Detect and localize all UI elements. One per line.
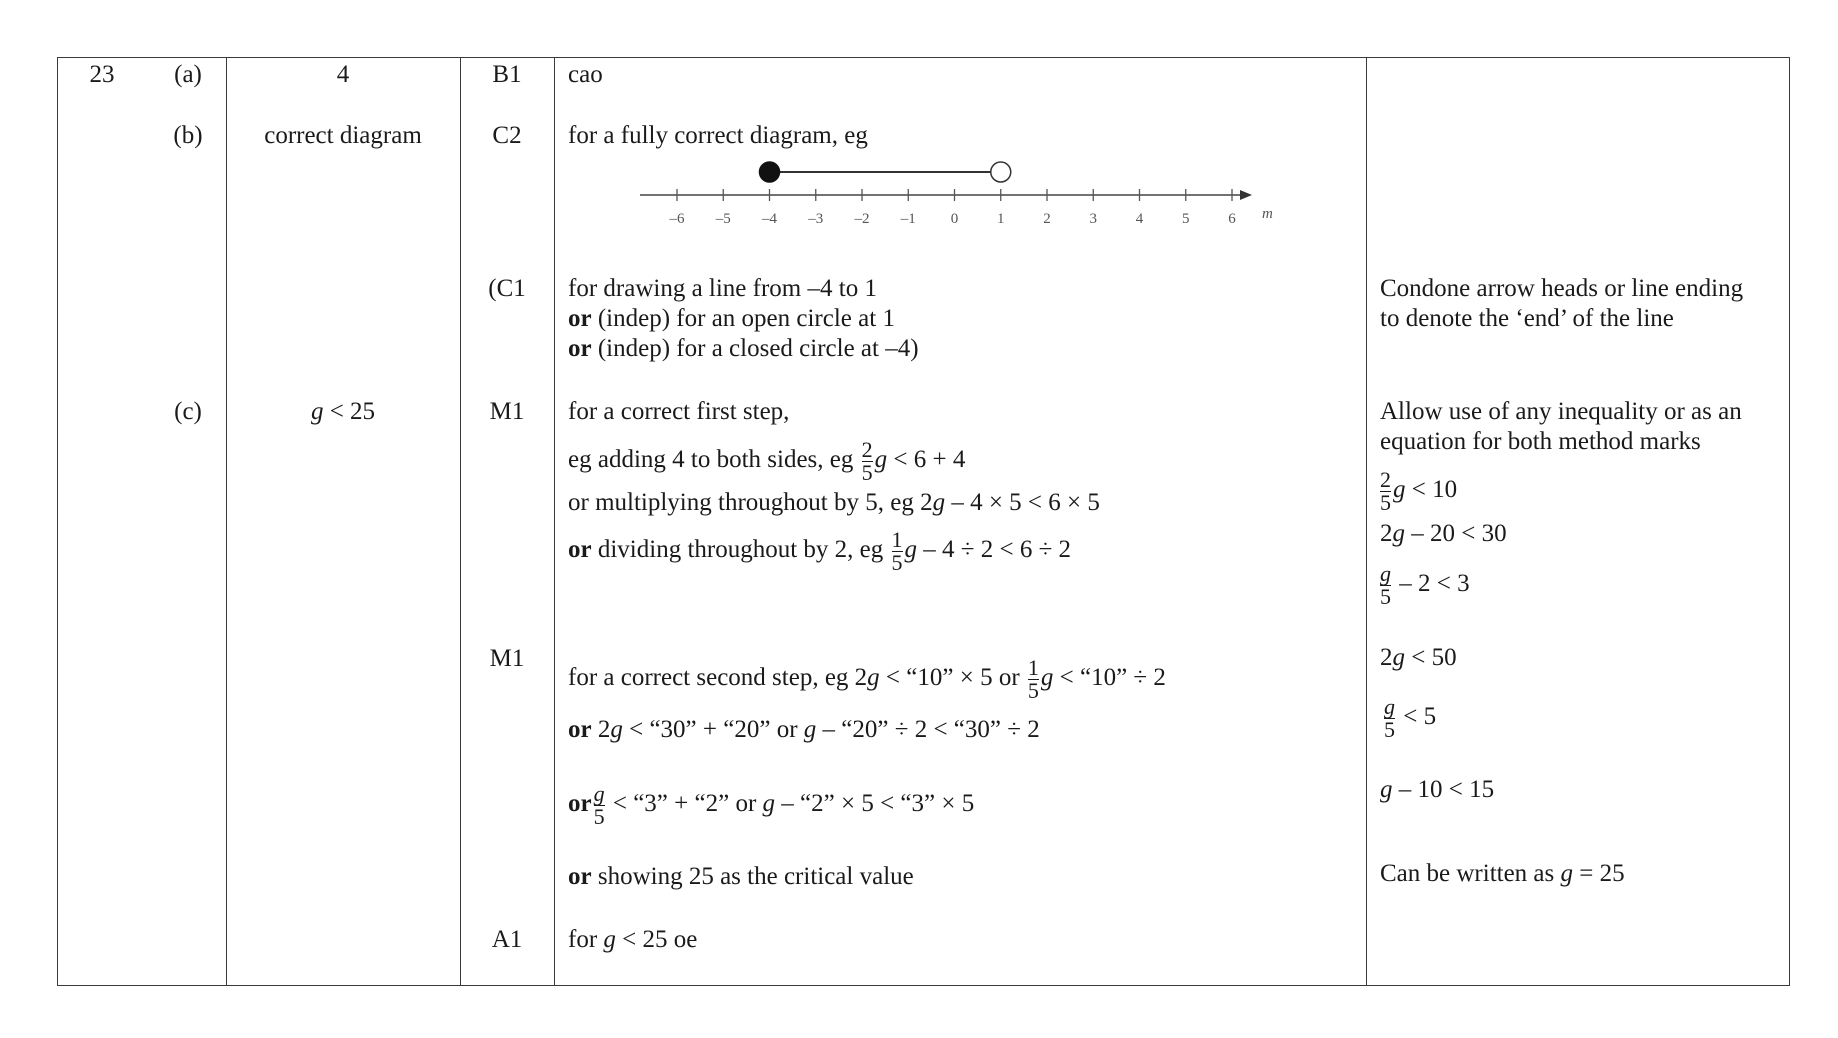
part-c-guidance-first-eq3: [1378, 556, 1470, 612]
guidance-second-eq4-pre: Can be written as: [1380, 860, 1561, 887]
part-c-answer: [226, 397, 460, 427]
part-c-label: (c): [174, 398, 202, 425]
m1-second-line2-a: 2: [591, 716, 611, 743]
guidance-second-eq1-post: < 50: [1405, 644, 1457, 671]
fraction-two-fifths: [1380, 466, 1391, 515]
fraction-g-over-5: [593, 780, 605, 829]
fraction-denominator: 5: [1027, 677, 1039, 703]
number-line-diagram: [640, 155, 1280, 250]
fraction-denominator: 5: [593, 803, 605, 829]
part-c-m1-first-line2: [568, 488, 1100, 518]
fraction-numerator: 2: [1380, 466, 1391, 492]
m1-first-line3-or: or: [568, 536, 592, 563]
var-g: g: [1393, 476, 1406, 503]
number-line-tick-label: –2: [854, 211, 870, 227]
partial-note-2-text: (indep) for an open circle at 1: [591, 305, 895, 332]
m1-second-line3-or: or: [568, 790, 592, 817]
partial-note-2-prefix: or: [568, 305, 592, 332]
part-a-notes: cao: [568, 61, 603, 88]
partial-note-1-text: for drawing a line from –4 to 1: [568, 275, 877, 302]
m1-first-line2-post: – 4 × 5 < 6 × 5: [945, 489, 1100, 516]
number-line-tick-label: 0: [950, 211, 959, 227]
fraction-one-fifth: [891, 526, 903, 575]
guidance-second-eq2-post: < 5: [1397, 703, 1437, 730]
part-c-m1-second-line3: [568, 774, 974, 834]
var-g: g: [610, 716, 623, 743]
part-c-guidance-first-2: equation for both method marks: [1380, 428, 1701, 455]
part-c-a1-note: [568, 925, 697, 955]
var-g: g: [1380, 776, 1393, 803]
fraction-denominator: 5: [891, 549, 903, 575]
col-border-mark: [554, 57, 555, 986]
part-a-mark: B1: [492, 61, 522, 88]
part-c-m1-second-line4: [568, 862, 914, 892]
fraction-denominator: 5: [861, 459, 873, 485]
fraction-numerator: 1: [891, 526, 903, 552]
part-b-guidance-1: Condone arrow heads or line ending: [1380, 275, 1744, 302]
col-border-part: [226, 57, 227, 986]
number-line-tick-label: –4: [762, 211, 777, 227]
number-line-tick-label: 5: [1182, 211, 1190, 227]
fraction-denominator: 5: [1384, 716, 1395, 742]
closed-circle: [760, 162, 780, 182]
fraction-numerator: g: [1380, 560, 1391, 586]
var-g: g: [867, 664, 880, 691]
number-line-arrow-head: [1240, 190, 1252, 200]
part-b-partial-note-3: [568, 334, 919, 364]
part-c-m1-second-line1: [568, 648, 1166, 708]
number-line-tick-label: 6: [1228, 211, 1236, 227]
open-circle: [991, 162, 1011, 182]
part-c-m1-first-intro: for a correct first step,: [568, 398, 790, 425]
var-g: g: [904, 536, 918, 563]
part-c-guidance-first-1: Allow use of any inequality or as an: [1380, 398, 1742, 425]
col-border-left: [57, 57, 58, 986]
fraction-g-over-5: [1384, 693, 1395, 742]
fraction-numerator: 1: [1027, 654, 1039, 680]
part-c-guidance-second-eq4: [1380, 859, 1625, 889]
part-c-m1-first-mark: M1: [489, 398, 525, 425]
m1-second-line2-b: < “30” + “20” or: [622, 716, 804, 743]
number-line-tick-label: –1: [900, 211, 916, 227]
var-g: g: [803, 716, 817, 743]
number-line-tick-label: 4: [1135, 211, 1144, 227]
m1-first-line2-pre: or multiplying throughout by 5, eg 2: [568, 489, 933, 516]
col-border-notes: [1366, 57, 1367, 986]
var-g: g: [874, 446, 888, 473]
fraction-g-over-5: [1380, 560, 1391, 609]
part-c-a1-mark: A1: [491, 926, 523, 953]
guidance-second-eq4-post: = 25: [1573, 860, 1625, 887]
fraction-numerator: g: [593, 780, 605, 806]
m1-second-line1-post: < “10” ÷ 2: [1053, 664, 1166, 691]
part-c-guidance-second-eq3: [1380, 775, 1494, 805]
m1-second-line3-b: – “2” × 5 < “3” × 5: [775, 790, 975, 817]
part-c-m1-first-line1: [568, 430, 965, 490]
col-border-right: [1789, 57, 1790, 986]
guidance-first-eq1-post: < 10: [1405, 476, 1458, 503]
fraction-two-fifths: [861, 436, 873, 485]
fraction-denominator: 5: [1380, 583, 1391, 609]
part-c-m1-first-line3: [568, 520, 1071, 580]
m1-second-line2-or: or: [568, 716, 592, 743]
var-g: g: [1040, 664, 1054, 691]
col-border-answer: [460, 57, 461, 986]
fraction-numerator: g: [1384, 693, 1395, 719]
m1-first-line3-pre: dividing throughout by 2, eg: [591, 536, 890, 563]
fraction-denominator: 5: [1380, 489, 1391, 515]
number-line-tick-label: 1: [997, 211, 1005, 227]
m1-second-line4-or: or: [568, 863, 592, 890]
part-a-label: (a): [174, 61, 202, 88]
part-b-note-main: for a fully correct diagram, eg: [568, 122, 868, 149]
guidance-second-eq3-post: – 10 < 15: [1392, 776, 1495, 803]
part-b-partial-note-1: [568, 274, 877, 304]
var-g: g: [1560, 860, 1574, 887]
part-c-m1-second-mark: M1: [489, 645, 525, 672]
part-b-partial-note-2: [568, 304, 895, 334]
partial-note-3-text: (indep) for a closed circle at –4): [591, 335, 919, 362]
m1-second-line4-text: showing 25 as the critical value: [591, 863, 914, 890]
guidance-first-eq2-post: – 20 < 30: [1405, 520, 1507, 547]
part-c-guidance-second-eq2: [1382, 689, 1436, 745]
m1-first-line3-post: – 4 ÷ 2 < 6 ÷ 2: [917, 536, 1072, 563]
guidance-first-eq3-post: – 2 < 3: [1393, 570, 1470, 597]
part-b-guidance-2: to denote the ‘end’ of the line: [1380, 305, 1674, 332]
table-top-border: [57, 57, 1790, 58]
m1-second-line1-pre: for a correct second step, eg 2: [568, 664, 868, 691]
fraction-numerator: 2: [861, 436, 873, 462]
guidance-two: 2: [1380, 520, 1393, 547]
question-number: 23: [89, 61, 115, 88]
part-c-guidance-first-eq2: [1380, 519, 1507, 549]
a1-pre: for: [568, 926, 604, 953]
number-line-tick-label: 3: [1089, 211, 1097, 227]
var-g: g: [603, 926, 616, 953]
number-line-variable-label: m: [1262, 206, 1273, 222]
m1-first-line1-post: < 6 + 4: [887, 446, 966, 473]
var-g: g: [932, 489, 946, 516]
fraction-one-fifth: [1027, 654, 1039, 703]
part-c-m1-second-line2: [568, 715, 1040, 745]
number-line-tick-label: –6: [669, 211, 685, 227]
number-line-tick-label: –3: [808, 211, 824, 227]
part-b-answer: correct diagram: [264, 122, 422, 149]
part-b-mark: C2: [492, 122, 522, 149]
partial-note-3-prefix: or: [568, 335, 592, 362]
part-b-partial-mark: (C1: [488, 275, 526, 302]
part-c-guidance-second-eq1: [1380, 643, 1457, 673]
m1-first-line1-pre: eg adding 4 to both sides, eg: [568, 446, 860, 473]
table-bottom-border: [57, 985, 1790, 986]
m1-second-line1-mid: < “10” × 5 or: [879, 664, 1026, 691]
guidance-two: 2: [1380, 644, 1393, 671]
number-line-tick-label: –5: [715, 211, 731, 227]
part-b-label: (b): [173, 122, 203, 149]
number-line-tick-label: 2: [1043, 211, 1051, 227]
part-c-guidance-first-eq1: [1378, 462, 1457, 518]
a1-post: < 25 oe: [615, 926, 698, 953]
part-c-answer-var: g: [310, 398, 324, 425]
m1-second-line3-a: < “3” + “2” or: [606, 790, 763, 817]
var-g: g: [762, 790, 776, 817]
var-g: g: [1392, 520, 1405, 547]
var-g: g: [1392, 644, 1405, 671]
part-a-answer: 4: [336, 61, 350, 88]
m1-second-line2-c: – “20” ÷ 2 < “30” ÷ 2: [816, 716, 1040, 743]
part-c-answer-rest: < 25: [323, 398, 376, 425]
